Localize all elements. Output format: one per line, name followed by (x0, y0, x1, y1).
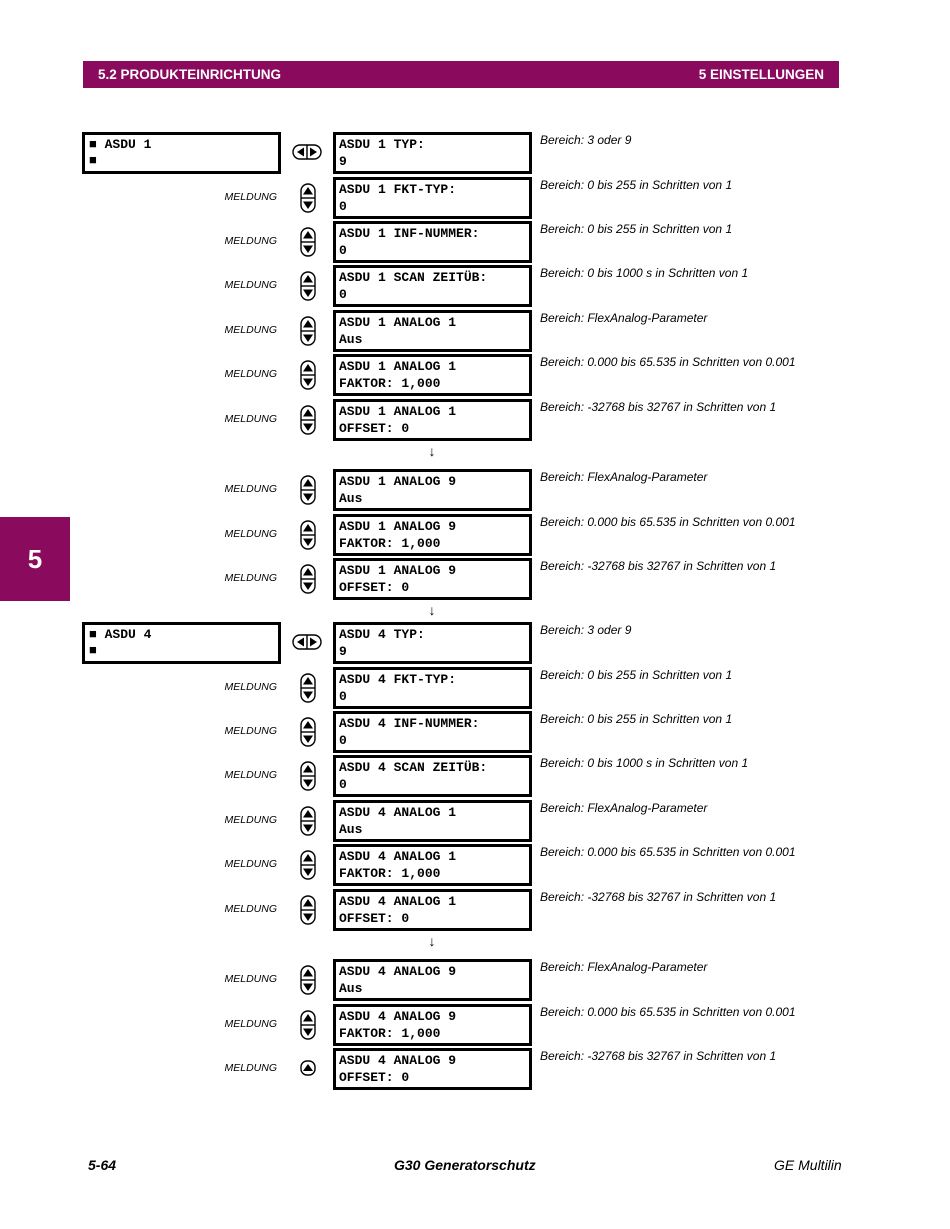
setting-range: Bereich: -32768 bis 32767 in Schritten von 1 (540, 890, 777, 904)
setting-value: FAKTOR: 1,000 (339, 376, 441, 391)
setting-display-box[interactable] (333, 469, 532, 511)
menu-header-title: ■ ASDU 4 (89, 627, 152, 642)
setting-display-box[interactable] (333, 622, 532, 664)
continuation-arrow: ↓ (428, 933, 436, 949)
up-down-arrows-icon[interactable] (300, 850, 316, 885)
meldung-label: MELDUNG (224, 725, 277, 737)
setting-name: ASDU 4 ANALOG 9 (339, 964, 457, 979)
meldung-label: MELDUNG (224, 483, 277, 495)
setting-name: ASDU 4 INF-NUMMER: (339, 716, 480, 731)
left-right-arrows-icon[interactable] (292, 144, 322, 165)
meldung-label: MELDUNG (224, 903, 277, 915)
setting-name: ASDU 1 SCAN ZEITÜB: (339, 270, 488, 285)
setting-value: OFFSET: 0 (339, 580, 410, 595)
setting-range: Bereich: -32768 bis 32767 in Schritten von 1 (540, 1049, 777, 1063)
setting-display-box[interactable] (333, 1004, 532, 1046)
setting-display-box[interactable] (333, 265, 532, 307)
meldung-label: MELDUNG (224, 324, 277, 336)
meldung-label: MELDUNG (224, 413, 277, 425)
setting-range: Bereich: 0 bis 1000 s in Schritten von 1 (540, 756, 749, 770)
setting-display-box[interactable] (333, 221, 532, 263)
meldung-label: MELDUNG (224, 1018, 277, 1030)
setting-range: Bereich: 0.000 bis 65.535 in Schritten von 0.001 (540, 845, 796, 859)
meldung-label: MELDUNG (224, 235, 277, 247)
setting-range: Bereich: FlexAnalog-Parameter (540, 801, 708, 815)
menu-header-box[interactable] (82, 622, 281, 664)
setting-name: ASDU 4 TYP: (339, 627, 425, 642)
meldung-label: MELDUNG (224, 368, 277, 380)
setting-display-box[interactable] (333, 132, 532, 174)
up-down-arrows-icon[interactable] (300, 183, 316, 218)
setting-display-box[interactable] (333, 177, 532, 219)
setting-range: Bereich: 3 oder 9 (540, 133, 632, 147)
meldung-label: MELDUNG (224, 528, 277, 540)
setting-value: 0 (339, 243, 347, 258)
setting-value: 9 (339, 644, 347, 659)
up-down-arrows-icon[interactable] (300, 1010, 316, 1045)
up-down-arrows-icon[interactable] (300, 717, 316, 752)
setting-range: Bereich: 0 bis 255 in Schritten von 1 (540, 222, 733, 236)
setting-range: Bereich: 0 bis 255 in Schritten von 1 (540, 178, 733, 192)
document-title: G30 Generatorschutz (394, 1157, 536, 1173)
setting-value: Aus (339, 332, 363, 347)
setting-value: 0 (339, 777, 347, 792)
setting-name: ASDU 4 FKT-TYP: (339, 672, 457, 687)
setting-value: 9 (339, 154, 347, 169)
setting-value: 0 (339, 689, 347, 704)
setting-range: Bereich: 0.000 bis 65.535 in Schritten von 0.001 (540, 1005, 796, 1019)
setting-display-box[interactable] (333, 1048, 532, 1090)
setting-name: ASDU 1 ANALOG 9 (339, 563, 457, 578)
up-down-arrows-icon[interactable] (300, 965, 316, 1000)
menu-header-marker: ■ (89, 643, 97, 658)
setting-display-box[interactable] (333, 844, 532, 886)
section-title: 5.2 PRODUKTEINRICHTUNG (98, 67, 282, 82)
setting-range: Bereich: 0 bis 1000 s in Schritten von 1 (540, 266, 749, 280)
setting-value: OFFSET: 0 (339, 1070, 410, 1085)
chapter-tab: 5 (0, 517, 70, 601)
setting-value: 0 (339, 287, 347, 302)
chapter-title: 5 EINSTELLUNGEN (698, 67, 824, 82)
up-down-arrows-icon[interactable] (300, 564, 316, 599)
setting-name: ASDU 1 ANALOG 1 (339, 404, 457, 419)
setting-display-box[interactable] (333, 889, 532, 931)
setting-name: ASDU 4 ANALOG 1 (339, 849, 457, 864)
setting-name: ASDU 4 ANALOG 1 (339, 805, 457, 820)
setting-value: 0 (339, 733, 347, 748)
setting-range: Bereich: -32768 bis 32767 in Schritten von 1 (540, 400, 777, 414)
up-down-arrows-icon[interactable] (300, 360, 316, 395)
menu-header-title: ■ ASDU 1 (89, 137, 152, 152)
setting-name: ASDU 1 ANALOG 9 (339, 474, 457, 489)
up-down-arrows-icon[interactable] (300, 761, 316, 796)
setting-value: FAKTOR: 1,000 (339, 1026, 441, 1041)
continuation-arrow: ↓ (428, 602, 436, 618)
up-down-arrows-icon[interactable] (300, 271, 316, 306)
up-down-arrows-icon[interactable] (300, 895, 316, 930)
brand-name: GE Multilin (774, 1157, 842, 1173)
page-number: 5-64 (88, 1157, 117, 1173)
setting-value: FAKTOR: 1,000 (339, 866, 441, 881)
up-down-arrows-icon[interactable] (300, 673, 316, 708)
setting-display-box[interactable] (333, 755, 532, 797)
setting-value: Aus (339, 981, 363, 996)
meldung-label: MELDUNG (224, 279, 277, 291)
setting-name: ASDU 1 ANALOG 1 (339, 315, 457, 330)
setting-range: Bereich: 0.000 bis 65.535 in Schritten von 0.001 (540, 515, 796, 529)
meldung-label: MELDUNG (224, 858, 277, 870)
setting-name: ASDU 4 SCAN ZEITÜB: (339, 760, 488, 775)
setting-range: Bereich: 0 bis 255 in Schritten von 1 (540, 668, 733, 682)
up-down-arrows-icon[interactable] (300, 475, 316, 510)
setting-range: Bereich: 3 oder 9 (540, 623, 632, 637)
setting-value: FAKTOR: 1,000 (339, 536, 441, 551)
up-arrow-icon[interactable] (300, 1060, 316, 1081)
setting-name: ASDU 1 INF-NUMMER: (339, 226, 480, 241)
setting-range: Bereich: FlexAnalog-Parameter (540, 960, 708, 974)
meldung-label: MELDUNG (224, 191, 277, 203)
setting-name: ASDU 4 ANALOG 9 (339, 1053, 457, 1068)
setting-range: Bereich: 0 bis 255 in Schritten von 1 (540, 712, 733, 726)
setting-display-box[interactable] (333, 667, 532, 709)
left-right-arrows-icon[interactable] (292, 634, 322, 655)
setting-value: OFFSET: 0 (339, 911, 410, 926)
setting-value: 0 (339, 199, 347, 214)
setting-range: Bereich: FlexAnalog-Parameter (540, 311, 708, 325)
setting-range: Bereich: FlexAnalog-Parameter (540, 470, 708, 484)
up-down-arrows-icon[interactable] (300, 806, 316, 841)
setting-display-box[interactable] (333, 310, 532, 352)
section-header-bar (83, 61, 839, 88)
setting-name: ASDU 1 ANALOG 9 (339, 519, 457, 534)
setting-value: Aus (339, 491, 363, 506)
meldung-label: MELDUNG (224, 814, 277, 826)
menu-header-marker: ■ (89, 153, 97, 168)
setting-display-box[interactable] (333, 399, 532, 441)
setting-name: ASDU 4 ANALOG 9 (339, 1009, 457, 1024)
setting-name: ASDU 1 ANALOG 1 (339, 359, 457, 374)
meldung-label: MELDUNG (224, 572, 277, 584)
setting-display-box[interactable] (333, 959, 532, 1001)
setting-range: Bereich: -32768 bis 32767 in Schritten von 1 (540, 559, 777, 573)
meldung-label: MELDUNG (224, 1062, 277, 1074)
meldung-label: MELDUNG (224, 973, 277, 985)
setting-display-box[interactable] (333, 354, 532, 396)
meldung-label: MELDUNG (224, 769, 277, 781)
up-down-arrows-icon[interactable] (300, 405, 316, 440)
setting-display-box[interactable] (333, 558, 532, 600)
setting-value: OFFSET: 0 (339, 421, 410, 436)
up-down-arrows-icon[interactable] (300, 227, 316, 262)
up-down-arrows-icon[interactable] (300, 520, 316, 555)
setting-display-box[interactable] (333, 711, 532, 753)
setting-display-box[interactable] (333, 514, 532, 556)
up-down-arrows-icon[interactable] (300, 316, 316, 351)
menu-header-box[interactable] (82, 132, 281, 174)
setting-display-box[interactable] (333, 800, 532, 842)
setting-value: Aus (339, 822, 363, 837)
setting-name: ASDU 4 ANALOG 1 (339, 894, 457, 909)
continuation-arrow: ↓ (428, 443, 436, 459)
setting-name: ASDU 1 TYP: (339, 137, 425, 152)
meldung-label: MELDUNG (224, 681, 277, 693)
setting-range: Bereich: 0.000 bis 65.535 in Schritten von 0.001 (540, 355, 796, 369)
setting-name: ASDU 1 FKT-TYP: (339, 182, 457, 197)
